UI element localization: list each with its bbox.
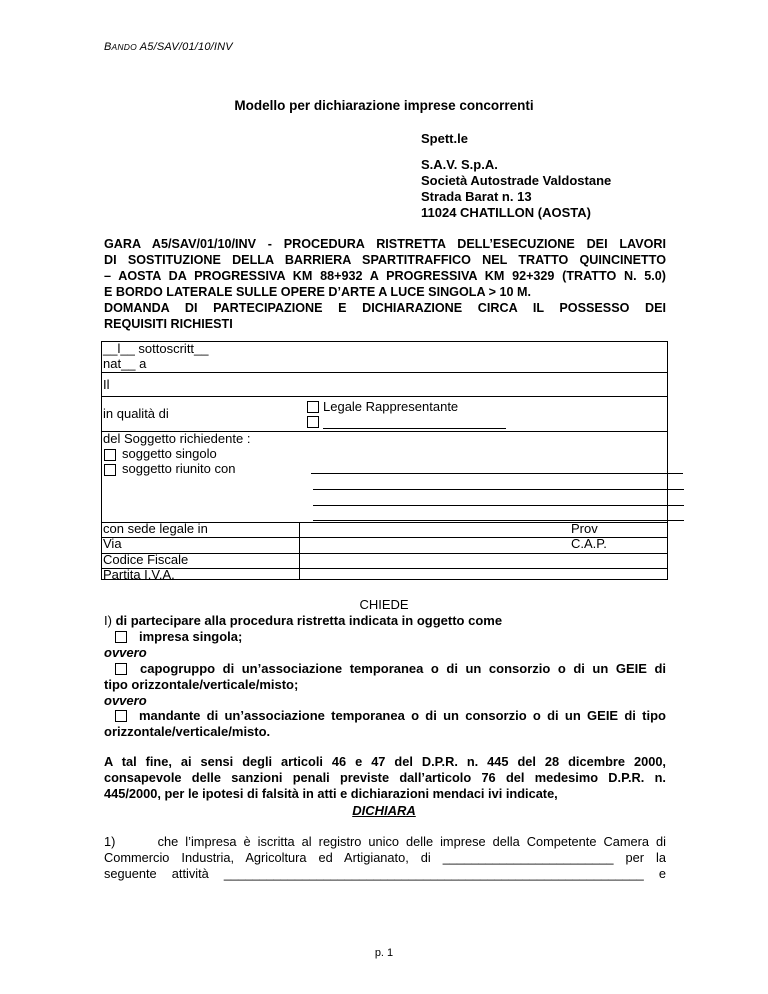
chiede-intro: I) di partecipare alla procedura ristretta indicata in oggetto come xyxy=(104,613,503,628)
sede-legale-label: con sede legale in xyxy=(103,521,208,536)
tender-subject xyxy=(104,236,666,332)
recipient-line: 11024 CHATILLON (AOSTA) xyxy=(421,205,591,220)
via-label: Via xyxy=(103,536,122,551)
tender-line: – AOSTA DA PROGRESSIVA KM 88+932 A PROGRESSIVA KM 92+329 (TRATTO N. 5.0) xyxy=(104,269,666,283)
other-role-field[interactable] xyxy=(323,428,506,429)
recipient-line: Strada Barat n. 13 xyxy=(421,189,532,204)
other-role-checkbox[interactable] xyxy=(307,416,319,428)
mandante-label: mandante di un’associazione temporanea o di un consorzio o di un GEIE di tipo xyxy=(139,708,666,723)
point-1-line: Commercio Industria, Agricoltura ed Artigianato, di ________________________ per la xyxy=(104,850,666,865)
premessa-line: 445/2000, per le ipotesi di falsità in atti e dichiarazioni mendaci ivi indicate, xyxy=(104,786,558,801)
soggetto-label: del Soggetto richiedente : xyxy=(103,431,251,446)
riunito-field-line[interactable] xyxy=(313,489,684,490)
column-divider xyxy=(299,522,300,580)
impresa-singola-label: impresa singola; xyxy=(139,629,243,644)
recipient-line: S.A.V. S.p.A. xyxy=(421,157,498,172)
riunito-field-line[interactable] xyxy=(313,520,684,521)
document-title: Modello per dichiarazione imprese concorrenti xyxy=(234,98,534,113)
row-divider xyxy=(102,372,667,373)
ovvero-label: ovvero xyxy=(104,693,147,708)
document-code-header: BANDO A5/SAV/01/10/INV xyxy=(104,41,233,53)
capogruppo-checkbox[interactable] xyxy=(115,663,127,675)
premessa-line: consapevole delle sanzioni penali previste dall’articolo 76 del medesimo D.P.R. n. xyxy=(104,770,666,785)
capogruppo-label-cont: tipo orizzontale/verticale/misto; xyxy=(104,677,299,692)
tender-line: GARA A5/SAV/01/10/INV - PROCEDURA RISTRETTA DELL’ESECUZIONE DEI LAVORI xyxy=(104,237,666,251)
tender-line: DOMANDA DI PARTECIPAZIONE E DICHIARAZIONE CIRCA IL POSSESSO DEI xyxy=(104,301,666,315)
capogruppo-label: capogruppo di un’associazione temporanea o di un consorzio o di un GEIE di xyxy=(140,661,666,676)
point-1-paragraph xyxy=(104,834,666,882)
premessa-line: A tal fine, ai sensi degli articoli 46 e 47 del D.P.R. n. 445 del 28 dicembre 2000, xyxy=(104,754,666,769)
il-label: Il xyxy=(103,377,110,392)
qualita-label: in qualità di xyxy=(103,406,169,421)
nato-label: nat__ a xyxy=(103,356,147,371)
soggetto-singolo-label: soggetto singolo xyxy=(122,446,217,461)
soggetto-singolo-checkbox[interactable] xyxy=(104,449,116,461)
impresa-singola-checkbox[interactable] xyxy=(115,631,127,643)
page-number: p. 1 xyxy=(374,947,394,959)
legale-rappresentante-checkbox[interactable] xyxy=(307,401,319,413)
sottoscritto-label: __l__ sottoscritt__ xyxy=(103,341,209,356)
point-1-line: 1) che l’impresa è iscritta al registro unico delle imprese della Competente Camera di xyxy=(104,834,666,849)
applicant-form-table xyxy=(101,341,668,580)
codice-fiscale-label: Codice Fiscale xyxy=(103,552,189,567)
tender-line: DI SOSTITUZIONE DELLA BARRIERA SPARTITRAFFICO NEL TRATTO QUINCINETTO xyxy=(104,253,666,267)
chiede-heading: CHIEDE xyxy=(359,597,409,612)
dichiara-heading: DICHIARA xyxy=(352,803,416,818)
riunito-field-line[interactable] xyxy=(311,473,683,474)
soggetto-riunito-label: soggetto riunito con xyxy=(122,461,236,476)
mandante-checkbox[interactable] xyxy=(115,710,127,722)
partita-iva-label: Partita I.V.A. xyxy=(103,567,175,582)
recipient-salutation: Spett.le xyxy=(421,131,468,146)
tender-line: REQUISITI RICHIESTI xyxy=(104,317,233,331)
row-divider xyxy=(102,396,667,397)
legale-rappresentante-label: Legale Rappresentante xyxy=(323,399,459,414)
recipient-line: Società Autostrade Valdostane xyxy=(421,173,612,188)
riunito-field-line[interactable] xyxy=(313,505,684,506)
row-divider xyxy=(102,568,667,569)
recipient-address xyxy=(421,131,611,221)
tender-line: E BORDO LATERALE SULLE OPERE D’ARTE A LUCE SINGOLA > 10 M. xyxy=(104,285,531,299)
mandante-label-cont: orizzontale/verticale/misto. xyxy=(104,724,271,739)
dichiarazione-premessa xyxy=(104,754,666,802)
cap-label: C.A.P. xyxy=(571,536,607,551)
soggetto-riunito-checkbox[interactable] xyxy=(104,464,116,476)
prov-label: Prov xyxy=(571,521,598,536)
point-1-line: seguente attività ___________________________________________________________ e xyxy=(104,866,666,881)
ovvero-label: ovvero xyxy=(104,645,147,660)
